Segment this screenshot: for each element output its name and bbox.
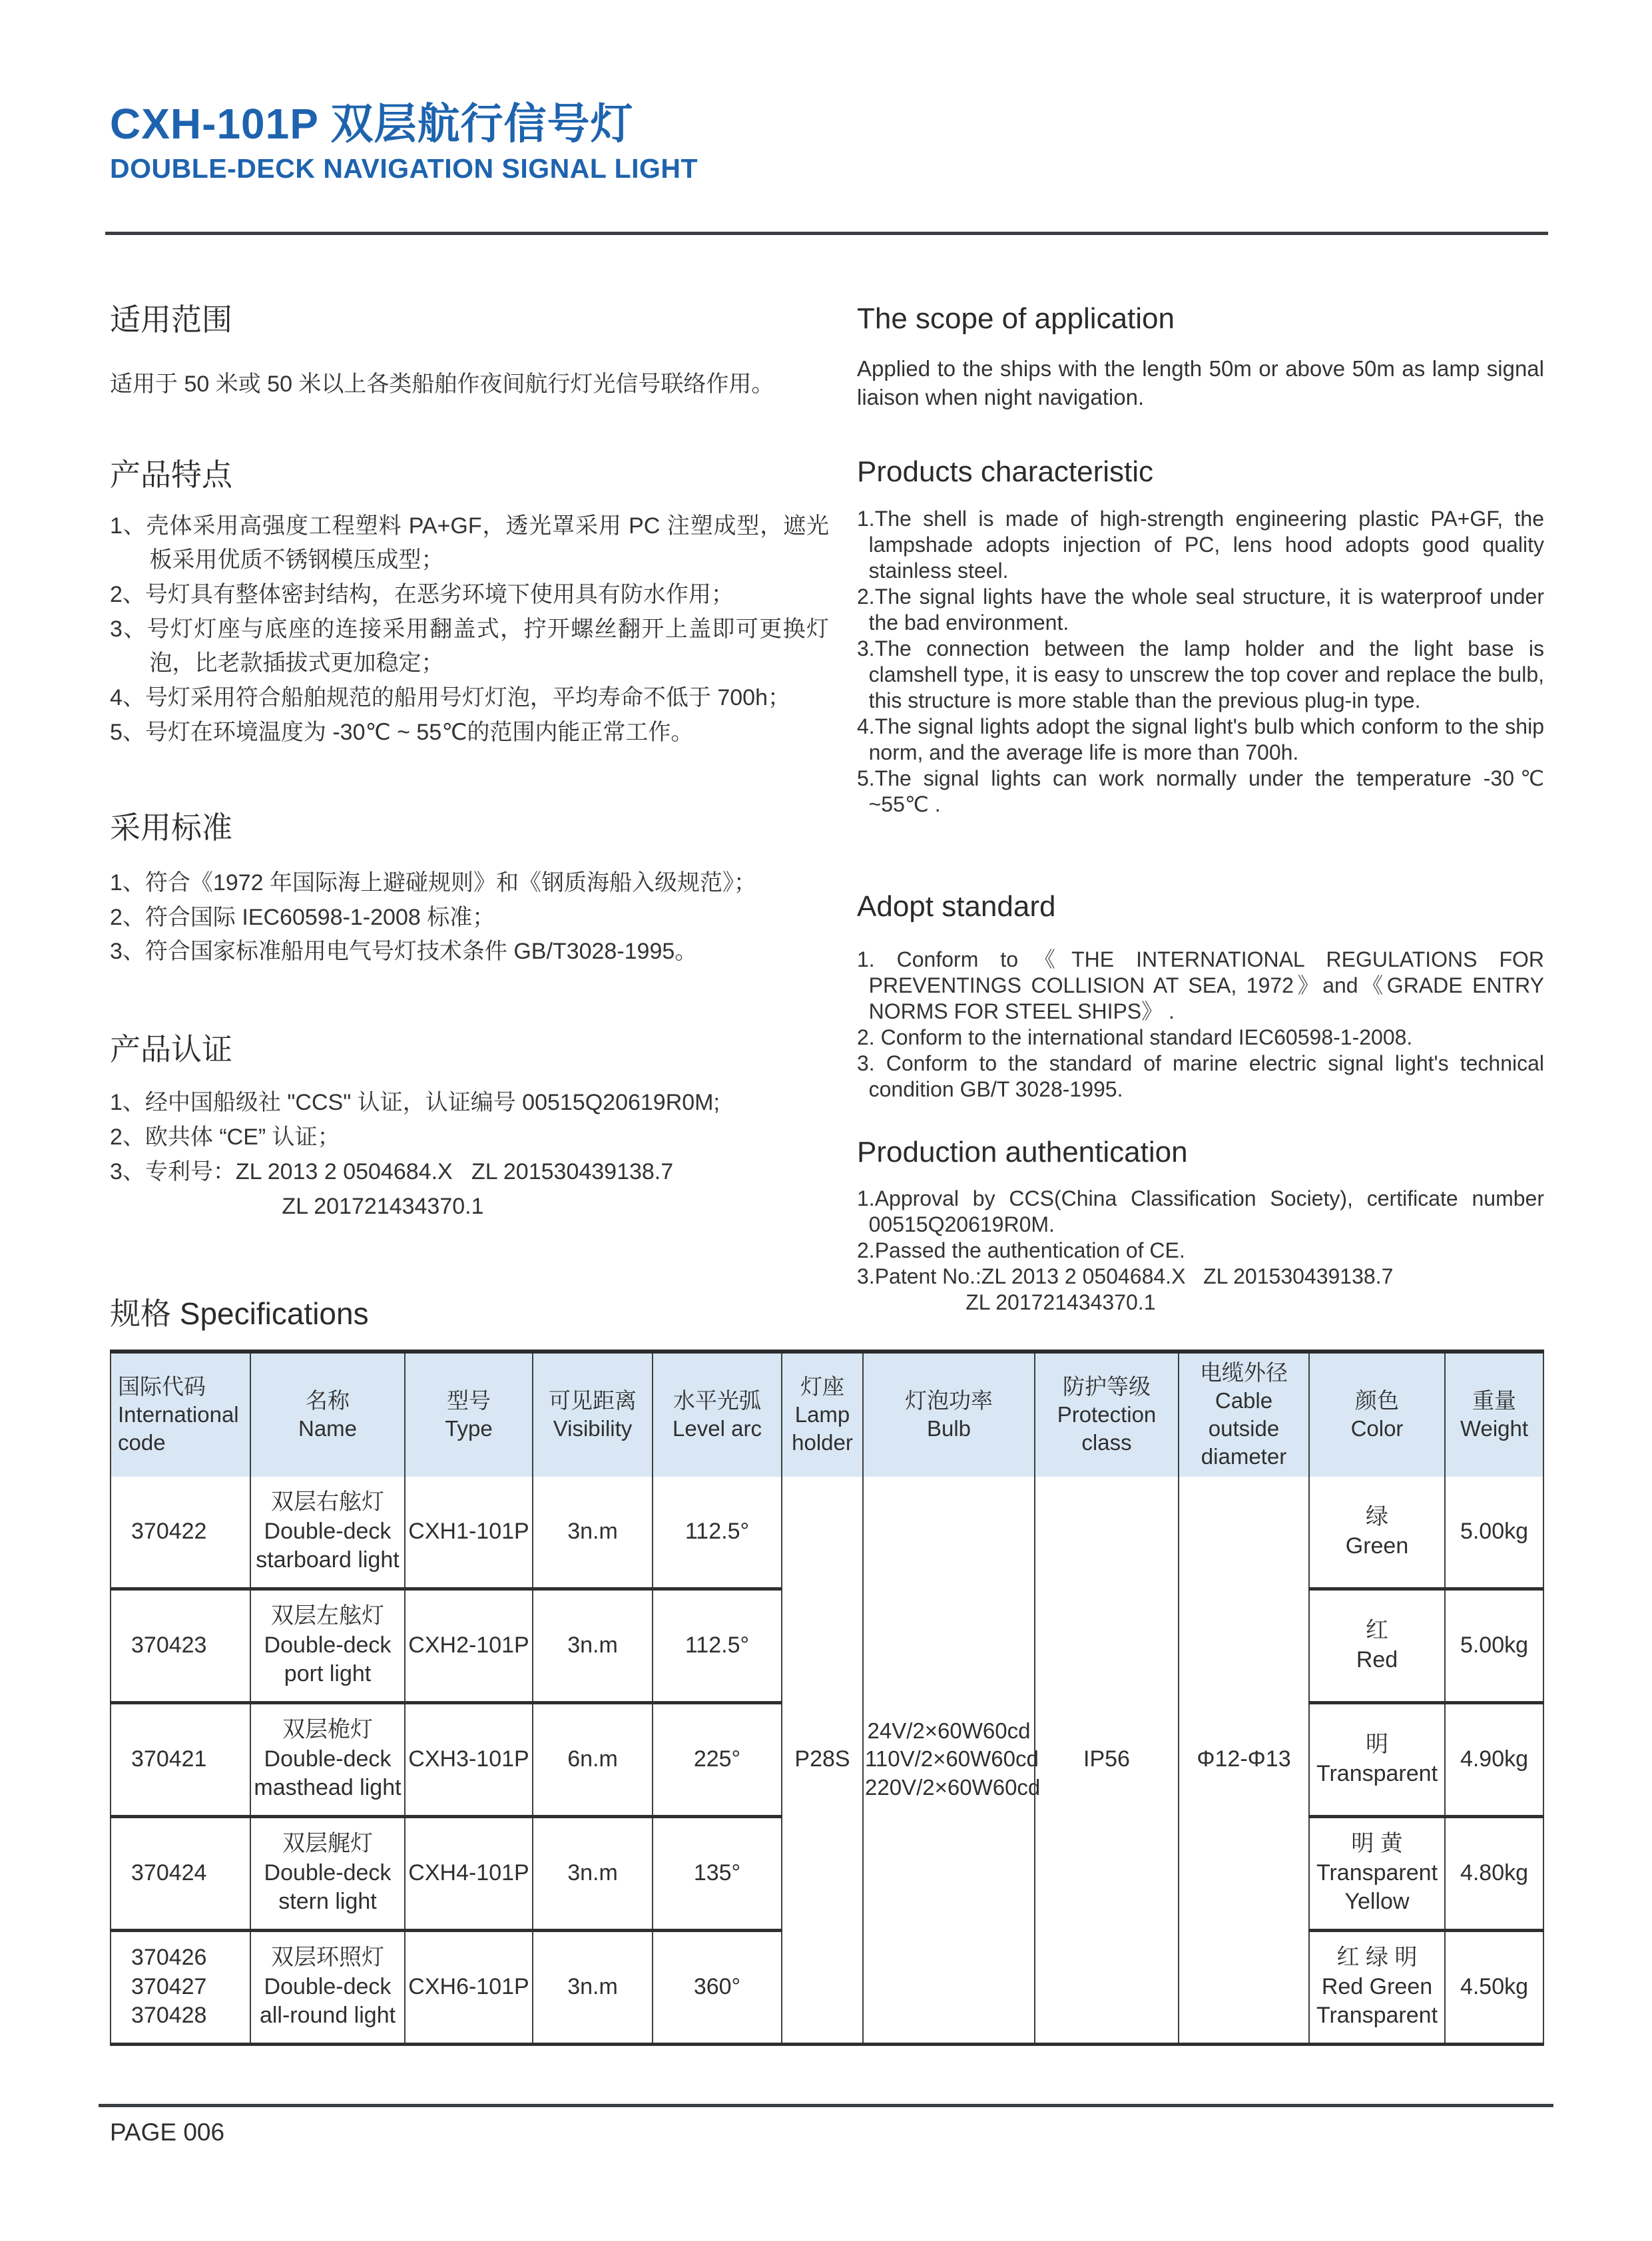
- footer-divider: [99, 2104, 1553, 2107]
- col-header-weight: 重量 Weight: [1445, 1352, 1543, 1477]
- cell-name: 双层艉灯 Double-deck stern light: [250, 1816, 405, 1930]
- cell-name: 双层环照灯 Double-deck all-round light: [250, 1930, 405, 2044]
- spec-heading: 规格 Specifications: [110, 1296, 369, 1331]
- list-item: 1. Conform to《THE INTERNATIONAL REGULATIONS FOR PREVENTINGS COLLISION AT SEA, 1972》and《GRADE ENTRY NORMS FOR STEEL SHIPS》 .: [857, 947, 1544, 1024]
- page-title: CXH-101P 双层航行信号灯: [110, 100, 634, 148]
- list-item: 5.The signal lights can work normally under the temperature -30℃ ~55℃ .: [857, 766, 1544, 816]
- cell-code: 370426 370427 370428: [111, 1930, 250, 2044]
- cell-name: 双层右舷灯 Double-deck starboard light: [250, 1477, 405, 1589]
- spec-header-row: [111, 1352, 1543, 1477]
- cell-type: CXH6-101P: [405, 1930, 533, 2044]
- list-item: 2、欧共体 “CE” 认证；: [110, 1124, 340, 1150]
- cell-code: 370423: [111, 1589, 250, 1702]
- specifications-section: [110, 1297, 1543, 2046]
- col-header-level-arc: 水平光弧 Level arc: [653, 1352, 782, 1477]
- cell-cable-diameter: Φ12-Φ13: [1179, 1477, 1309, 2045]
- list-item: 4.The signal lights adopt the signal light's bulb which conform to the ship norm, and the average life is more than 700h.: [857, 714, 1544, 764]
- section-heading-features-cn: 产品特点: [110, 457, 232, 492]
- characteristic-en-list: [857, 506, 1544, 818]
- list-item: 1.The shell is made of high-strength engineering plastic PA+GF, the lampshade adopts injection of PC, lens hood adopts good quality stainless steel.: [857, 506, 1544, 583]
- list-item: 4、号灯采用符合船舶规范的船用号灯灯泡，平均寿命不低于 700h；: [110, 684, 790, 710]
- col-header-international-code: 国际代码 International code: [111, 1352, 250, 1477]
- section-heading-scope-en: The scope of application: [857, 302, 1175, 335]
- cell-level-arc: 112.5°: [653, 1477, 782, 1589]
- cell-name: 双层桅灯 Double-deck masthead light: [250, 1702, 405, 1816]
- standards-cn-list: [110, 866, 829, 969]
- list-item: 2.The signal lights have the whole seal structure, it is waterproof under the bad environment.: [857, 584, 1544, 634]
- list-item: 3.The connection between the lamp holder and the light base is clamshell type, it is easy to unscrew the top cover and replace the bulb, this structure is more stable than the previous plug-in type.: [857, 636, 1544, 712]
- document-header: [110, 100, 1548, 184]
- list-item: 1、符合《1972 年国际海上避碰规则》和《钢质海船入级规范》；: [110, 870, 756, 895]
- section-heading-adopt-en: Adopt standard: [857, 889, 1056, 923]
- production-en-list: [857, 1186, 1550, 1290]
- cell-weight: 4.50kg: [1445, 1930, 1543, 2044]
- col-header-color: 颜色 Color: [1309, 1352, 1445, 1477]
- list-item: 2. Conform to the international standard IEC60598-1-2008.: [857, 1025, 1413, 1050]
- col-header-bulb: 灯泡功率 Bulb: [863, 1352, 1035, 1477]
- list-item: 2、号灯具有整体密封结构，在恶劣环境下使用具有防水作用；: [110, 581, 734, 607]
- page-subtitle: DOUBLE-DECK NAVIGATION SIGNAL LIGHT: [110, 152, 698, 184]
- col-header-lamp-holder: 灯座 Lamp holder: [782, 1352, 863, 1477]
- list-item: 3.Patent No.:ZL 2013 2 0504684.X ZL 201530439138.7: [857, 1264, 1394, 1288]
- cell-color: 明 黄 Transparent Yellow: [1309, 1816, 1445, 1930]
- list-item: 1、经中国船级社 "CCS" 认证，认证编号 00515Q20619R0M;: [110, 1090, 720, 1116]
- cell-code: 370422: [111, 1477, 250, 1589]
- section-body-scope-en: Applied to the ships with the length 50m or above 50m as lamp signal liaison when night navigation.: [857, 356, 1544, 410]
- cell-bulb: 24V/2×60W60cd 110V/2×60W60cd 220V/2×60W60cd: [863, 1477, 1035, 2045]
- section-heading-standards-cn: 采用标准: [110, 810, 232, 846]
- cell-visibility: 3n.m: [533, 1816, 653, 1930]
- header-divider: [105, 232, 1548, 235]
- list-item: 3、号灯灯座与底座的连接采用翻盖式，拧开螺丝翻开上盖即可更换灯泡，比老款插拔式更加稳定；: [110, 616, 829, 676]
- col-header-cable-diameter: 电缆外径 Cable outside diameter: [1179, 1352, 1309, 1477]
- list-item: 2、符合国际 IEC60598-1-2008 标准；: [110, 904, 495, 930]
- cell-weight: 5.00kg: [1445, 1589, 1543, 1702]
- spec-table: [110, 1350, 1544, 2046]
- features-cn-list: [110, 509, 829, 750]
- cell-code: 370421: [111, 1702, 250, 1816]
- list-item: 3、符合国家标准船用电气号灯技术条件 GB/T3028-1995。: [110, 939, 698, 965]
- list-item: 3. Conform to the standard of marine electric signal light's technical condition GB/T 3028-1995.: [857, 1051, 1544, 1102]
- cell-level-arc: 225°: [653, 1702, 782, 1816]
- col-header-name: 名称 Name: [250, 1352, 405, 1477]
- spec-row-starboard: [111, 1477, 1543, 1589]
- cell-type: CXH3-101P: [405, 1702, 533, 1816]
- cell-weight: 5.00kg: [1445, 1477, 1543, 1589]
- cell-color: 绿 Green: [1309, 1477, 1445, 1589]
- cell-code: 370424: [111, 1816, 250, 1930]
- page-number: PAGE 006: [110, 2118, 225, 2146]
- list-item: 1、壳体采用高强度工程塑料 PA+GF，透光罩采用 PC 注塑成型，遮光板采用优质不锈钢模压成型；: [110, 513, 829, 573]
- cell-level-arc: 360°: [653, 1930, 782, 2044]
- col-header-protection-class: 防护等级 Protection class: [1035, 1352, 1179, 1477]
- cell-type: CXH2-101P: [405, 1589, 533, 1702]
- chinese-column: [110, 303, 829, 1224]
- english-column: [857, 302, 1550, 1316]
- cell-color: 红 Red: [1309, 1589, 1445, 1702]
- section-body-scope-cn: 适用于 50 米或 50 米以上各类船舶作夜间航行灯光信号联络作用。: [110, 371, 774, 397]
- cell-visibility: 6n.m: [533, 1702, 653, 1816]
- cert-cn-patent-extra: ZL 201721434370.1: [282, 1193, 484, 1219]
- cell-color: 红 绿 明 Red Green Transparent: [1309, 1930, 1445, 2044]
- list-item: 1.Approval by CCS(China Classification Society), certificate number 00515Q20619R0M.: [857, 1186, 1550, 1236]
- cell-visibility: 3n.m: [533, 1930, 653, 2044]
- cell-type: CXH4-101P: [405, 1816, 533, 1930]
- cell-name: 双层左舷灯 Double-deck port light: [250, 1589, 405, 1702]
- cell-type: CXH1-101P: [405, 1477, 533, 1589]
- cell-protection-class: IP56: [1035, 1477, 1179, 2045]
- adopt-standard-en-list: [857, 947, 1544, 1103]
- production-en-patent-extra: ZL 201721434370.1: [965, 1290, 1156, 1315]
- cell-lamp-holder: P28S: [782, 1477, 863, 2045]
- col-header-visibility: 可见距离 Visibility: [533, 1352, 653, 1477]
- cell-visibility: 3n.m: [533, 1589, 653, 1702]
- cell-visibility: 3n.m: [533, 1477, 653, 1589]
- cell-level-arc: 112.5°: [653, 1589, 782, 1702]
- list-item: 3、专利号：ZL 2013 2 0504684.X ZL 201530439138.7: [110, 1158, 674, 1184]
- list-item: 2.Passed the authentication of CE.: [857, 1238, 1185, 1262]
- section-heading-cert-cn: 产品认证: [110, 1031, 232, 1067]
- cell-weight: 4.80kg: [1445, 1816, 1543, 1930]
- cell-weight: 4.90kg: [1445, 1702, 1543, 1816]
- cell-level-arc: 135°: [653, 1816, 782, 1930]
- col-header-type: 型号 Type: [405, 1352, 533, 1477]
- section-heading-production-en: Production authentication: [857, 1135, 1188, 1168]
- list-item: 5、号灯在环境温度为 -30℃ ~ 55℃的范围内能正常工作。: [110, 719, 694, 745]
- cert-cn-list: [110, 1086, 829, 1189]
- section-heading-characteristic-en: Products characteristic: [857, 455, 1154, 489]
- cell-color: 明 Transparent: [1309, 1702, 1445, 1816]
- section-heading-scope-cn: 适用范围: [110, 302, 232, 337]
